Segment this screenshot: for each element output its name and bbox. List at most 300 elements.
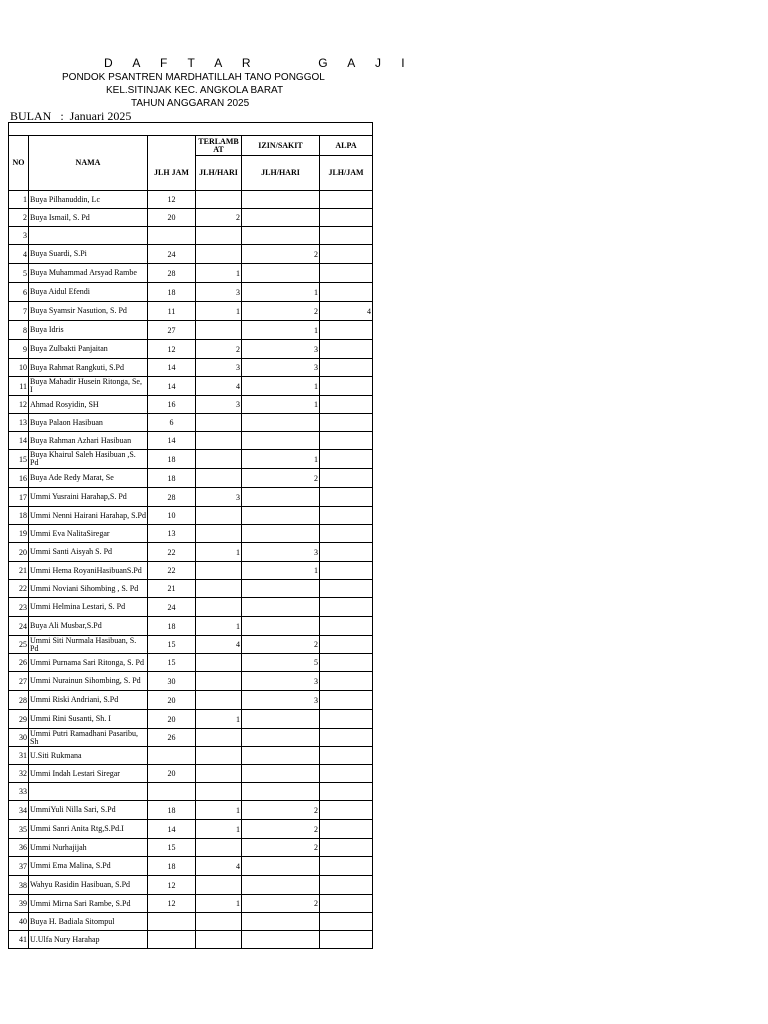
row-terlambat [196, 245, 242, 264]
table-row [9, 913, 373, 931]
table-row [9, 562, 373, 580]
row-number: 20 [9, 543, 29, 562]
row-number: 26 [9, 654, 29, 672]
row-izin [242, 783, 320, 801]
row-izin [242, 580, 320, 598]
row-izin: 3 [242, 543, 320, 562]
col-header-nama: NAMA [29, 136, 148, 191]
row-alpa [320, 525, 373, 543]
row-number: 19 [9, 525, 29, 543]
row-izin: 3 [242, 359, 320, 377]
row-alpa [320, 396, 373, 414]
row-alpa [320, 857, 373, 876]
row-jlh-jam: 20 [148, 765, 196, 783]
table-row [9, 264, 373, 283]
row-alpa [320, 672, 373, 691]
row-terlambat [196, 432, 242, 450]
row-terlambat [196, 931, 242, 949]
row-name: Ummi Putri Ramadhani Pasaribu, Sh [29, 729, 148, 747]
row-number: 6 [9, 283, 29, 302]
row-terlambat: 1 [196, 617, 242, 636]
fiscal-year: TAHUN ANGGARAN 2025 [131, 98, 250, 109]
row-terlambat [196, 765, 242, 783]
row-alpa [320, 432, 373, 450]
row-number: 34 [9, 801, 29, 820]
table-row [9, 396, 373, 414]
row-izin: 1 [242, 396, 320, 414]
table-row [9, 227, 373, 245]
row-jlh-jam: 24 [148, 598, 196, 617]
row-izin: 1 [242, 377, 320, 396]
row-name: Buya Palaon Hasibuan [29, 414, 148, 432]
row-terlambat [196, 525, 242, 543]
row-jlh-jam: 15 [148, 636, 196, 654]
row-jlh-jam: 27 [148, 321, 196, 340]
row-alpa [320, 783, 373, 801]
row-terlambat [196, 654, 242, 672]
row-alpa: 4 [320, 302, 373, 321]
row-izin [242, 913, 320, 931]
table-row [9, 191, 373, 209]
row-name: Ummi Nurainun Sihombing, S. Pd [29, 672, 148, 691]
table-row [9, 636, 373, 654]
row-name: Buya Suardi, S.Pi [29, 245, 148, 264]
row-alpa [320, 820, 373, 839]
row-terlambat: 2 [196, 340, 242, 359]
row-izin: 2 [242, 636, 320, 654]
row-jlh-jam: 26 [148, 729, 196, 747]
row-terlambat: 4 [196, 857, 242, 876]
row-alpa [320, 543, 373, 562]
row-name: Buya Ade Redy Marat, Se [29, 469, 148, 488]
row-name: Buya Muhammad Arsyad Rambe [29, 264, 148, 283]
row-terlambat [196, 469, 242, 488]
row-izin [242, 876, 320, 895]
table-row [9, 525, 373, 543]
table-row [9, 580, 373, 598]
row-name: Buya Rahman Azhari Hasibuan [29, 432, 148, 450]
row-izin: 2 [242, 820, 320, 839]
row-name: Ummi Noviani Sihombing , S. Pd [29, 580, 148, 598]
row-alpa [320, 729, 373, 747]
row-alpa [320, 617, 373, 636]
row-jlh-jam: 12 [148, 340, 196, 359]
row-number: 40 [9, 913, 29, 931]
table-row [9, 691, 373, 710]
row-number: 39 [9, 895, 29, 913]
row-izin: 1 [242, 450, 320, 469]
row-terlambat: 1 [196, 264, 242, 283]
row-alpa [320, 245, 373, 264]
row-terlambat: 3 [196, 396, 242, 414]
row-izin [242, 191, 320, 209]
row-number: 22 [9, 580, 29, 598]
row-alpa [320, 691, 373, 710]
table-row [9, 876, 373, 895]
row-jlh-jam: 20 [148, 710, 196, 729]
row-alpa [320, 747, 373, 765]
row-jlh-jam: 18 [148, 283, 196, 302]
table-row [9, 820, 373, 839]
row-alpa [320, 321, 373, 340]
row-izin [242, 931, 320, 949]
row-izin [242, 617, 320, 636]
row-name: U.Ulfa Nury Harahap [29, 931, 148, 949]
row-name: Ummi Yusraini Harahap,S. Pd [29, 488, 148, 507]
row-jlh-jam: 28 [148, 488, 196, 507]
row-izin [242, 488, 320, 507]
row-name: Ummi Sanri Anita Rtg,S.Pd.I [29, 820, 148, 839]
row-izin [242, 525, 320, 543]
row-number: 30 [9, 729, 29, 747]
table-row [9, 765, 373, 783]
row-terlambat [196, 876, 242, 895]
row-alpa [320, 209, 373, 227]
row-name: Buya Khairul Saleh Hasibuan ,S. Pd [29, 450, 148, 469]
row-alpa [320, 359, 373, 377]
row-number: 4 [9, 245, 29, 264]
salary-table [8, 122, 373, 949]
row-number: 5 [9, 264, 29, 283]
row-izin [242, 598, 320, 617]
row-alpa [320, 636, 373, 654]
row-izin [242, 432, 320, 450]
col-header-terlambat: TERLAMB AT [196, 136, 242, 156]
row-izin: 3 [242, 691, 320, 710]
row-jlh-jam: 11 [148, 302, 196, 321]
header-spacer [148, 123, 196, 136]
row-name: Buya Ismail, S. Pd [29, 209, 148, 227]
row-terlambat: 4 [196, 636, 242, 654]
header-spacer [320, 123, 373, 136]
row-terlambat [196, 913, 242, 931]
row-izin [242, 414, 320, 432]
row-jlh-jam: 14 [148, 432, 196, 450]
row-number: 7 [9, 302, 29, 321]
row-jlh-jam: 14 [148, 820, 196, 839]
row-name: Ummi Eva NalitaSiregar [29, 525, 148, 543]
table-row [9, 729, 373, 747]
row-izin [242, 765, 320, 783]
row-number: 8 [9, 321, 29, 340]
row-izin: 2 [242, 302, 320, 321]
row-jlh-jam: 14 [148, 377, 196, 396]
row-izin: 5 [242, 654, 320, 672]
row-name: Buya Zulbakti Panjaitan [29, 340, 148, 359]
row-alpa [320, 580, 373, 598]
row-name: Ummi Purnama Sari Ritonga, S. Pd [29, 654, 148, 672]
row-izin: 2 [242, 469, 320, 488]
row-izin: 2 [242, 895, 320, 913]
row-izin: 1 [242, 321, 320, 340]
row-izin: 2 [242, 839, 320, 857]
table-row [9, 209, 373, 227]
header-spacer [242, 123, 320, 136]
row-izin: 2 [242, 801, 320, 820]
row-jlh-jam: 12 [148, 876, 196, 895]
row-izin: 1 [242, 562, 320, 580]
institution-name: PONDOK PSANTREN MARDHATILLAH TANO PONGGOL [62, 72, 325, 83]
row-number: 13 [9, 414, 29, 432]
table-row [9, 359, 373, 377]
row-number: 16 [9, 469, 29, 488]
row-number: 15 [9, 450, 29, 469]
row-jlh-jam: 6 [148, 414, 196, 432]
col-header-jlh-jam: JLH JAM [148, 156, 196, 191]
row-alpa [320, 654, 373, 672]
row-name: Ummi Siti Nurmala Hasibuan, S. Pd [29, 636, 148, 654]
row-jlh-jam: 16 [148, 396, 196, 414]
row-terlambat: 1 [196, 710, 242, 729]
col-header-jam-top [148, 136, 196, 156]
table-body [9, 191, 373, 949]
row-izin: 1 [242, 283, 320, 302]
row-number: 12 [9, 396, 29, 414]
row-number: 25 [9, 636, 29, 654]
row-jlh-jam: 13 [148, 525, 196, 543]
row-alpa [320, 488, 373, 507]
row-jlh-jam: 20 [148, 691, 196, 710]
row-terlambat [196, 783, 242, 801]
row-number: 23 [9, 598, 29, 617]
row-alpa [320, 598, 373, 617]
row-terlambat: 1 [196, 543, 242, 562]
table-row [9, 245, 373, 264]
row-name: Ummi Hema RoyaniHasibuanS.Pd [29, 562, 148, 580]
table-row [9, 321, 373, 340]
row-izin [242, 729, 320, 747]
row-jlh-jam: 24 [148, 245, 196, 264]
row-number: 31 [9, 747, 29, 765]
row-jlh-jam: 12 [148, 895, 196, 913]
row-terlambat: 1 [196, 302, 242, 321]
row-jlh-jam: 30 [148, 672, 196, 691]
row-alpa [320, 895, 373, 913]
row-izin [242, 747, 320, 765]
row-terlambat [196, 729, 242, 747]
row-jlh-jam: 12 [148, 191, 196, 209]
row-number: 38 [9, 876, 29, 895]
row-terlambat [196, 691, 242, 710]
col-header-jlh-hari-izin: JLH/HARI [242, 156, 320, 191]
table-row [9, 783, 373, 801]
row-izin: 2 [242, 245, 320, 264]
row-alpa [320, 801, 373, 820]
row-terlambat [196, 598, 242, 617]
row-name: Ahmad Rosyidin, SH [29, 396, 148, 414]
row-number: 17 [9, 488, 29, 507]
table-row [9, 340, 373, 359]
table-row [9, 543, 373, 562]
row-name: Ummi Nenni Hairani Harahap, S.Pd [29, 507, 148, 525]
table-row [9, 931, 373, 949]
row-izin [242, 710, 320, 729]
header-spacer [29, 123, 148, 136]
row-terlambat [196, 747, 242, 765]
row-name [29, 227, 148, 245]
row-number: 24 [9, 617, 29, 636]
header-spacer [196, 123, 242, 136]
table-row [9, 432, 373, 450]
row-jlh-jam: 21 [148, 580, 196, 598]
row-alpa [320, 562, 373, 580]
row-name: Buya Rahmat Rangkuti, S.Pd [29, 359, 148, 377]
row-number: 11 [9, 377, 29, 396]
row-jlh-jam [148, 931, 196, 949]
row-name: Buya Syamsir Nasution, S. Pd [29, 302, 148, 321]
row-terlambat [196, 227, 242, 245]
row-name: Ummi Riski Andriani, S.Pd [29, 691, 148, 710]
table-row [9, 839, 373, 857]
table-row [9, 450, 373, 469]
table-row [9, 654, 373, 672]
month-label: BULAN : Januari 2025 [10, 109, 132, 123]
row-alpa [320, 507, 373, 525]
table-row [9, 672, 373, 691]
col-header-izin: IZIN/SAKIT [242, 136, 320, 156]
row-terlambat [196, 672, 242, 691]
row-number: 10 [9, 359, 29, 377]
row-izin: 3 [242, 672, 320, 691]
document-title: D A F T A R G A J I [104, 56, 414, 70]
row-name: Ummi Santi Aisyah S. Pd [29, 543, 148, 562]
row-number: 36 [9, 839, 29, 857]
row-terlambat: 3 [196, 359, 242, 377]
row-name: Buya Pilhanuddin, Lc [29, 191, 148, 209]
row-alpa [320, 450, 373, 469]
row-name [29, 783, 148, 801]
col-header-jlh-jam-alpa: JLH/JAM [320, 156, 373, 191]
row-alpa [320, 264, 373, 283]
row-jlh-jam [148, 747, 196, 765]
row-jlh-jam: 18 [148, 801, 196, 820]
row-terlambat [196, 414, 242, 432]
row-terlambat [196, 321, 242, 340]
row-alpa [320, 377, 373, 396]
row-jlh-jam: 10 [148, 507, 196, 525]
row-jlh-jam: 22 [148, 562, 196, 580]
row-izin: 3 [242, 340, 320, 359]
row-alpa [320, 913, 373, 931]
row-terlambat [196, 507, 242, 525]
row-alpa [320, 414, 373, 432]
institution-address: KEL.SITINJAK KEC. ANGKOLA BARAT [106, 85, 284, 96]
row-terlambat [196, 580, 242, 598]
row-alpa [320, 839, 373, 857]
row-alpa [320, 931, 373, 949]
row-jlh-jam [148, 227, 196, 245]
row-number: 33 [9, 783, 29, 801]
row-jlh-jam [148, 913, 196, 931]
row-number: 1 [9, 191, 29, 209]
row-number: 35 [9, 820, 29, 839]
table-row [9, 377, 373, 396]
row-alpa [320, 227, 373, 245]
row-jlh-jam: 18 [148, 857, 196, 876]
row-jlh-jam: 20 [148, 209, 196, 227]
table-row [9, 507, 373, 525]
row-number: 9 [9, 340, 29, 359]
row-alpa [320, 710, 373, 729]
row-izin [242, 857, 320, 876]
row-terlambat [196, 839, 242, 857]
row-number: 37 [9, 857, 29, 876]
row-terlambat [196, 191, 242, 209]
table-row [9, 857, 373, 876]
row-name: Ummi Nurhajijah [29, 839, 148, 857]
row-jlh-jam [148, 783, 196, 801]
row-number: 21 [9, 562, 29, 580]
row-name: Buya Idris [29, 321, 148, 340]
row-number: 2 [9, 209, 29, 227]
row-izin [242, 227, 320, 245]
table-row [9, 469, 373, 488]
row-jlh-jam: 28 [148, 264, 196, 283]
row-izin [242, 507, 320, 525]
table-row [9, 747, 373, 765]
row-terlambat: 1 [196, 895, 242, 913]
row-number: 18 [9, 507, 29, 525]
row-name: UmmiYuli Nilla Sari, S.Pd [29, 801, 148, 820]
row-name: Buya H. Badiala Sitompul [29, 913, 148, 931]
table-row [9, 801, 373, 820]
row-terlambat: 3 [196, 283, 242, 302]
row-number: 28 [9, 691, 29, 710]
row-jlh-jam: 18 [148, 469, 196, 488]
row-name: Ummi Helmina Lestari, S. Pd [29, 598, 148, 617]
row-number: 3 [9, 227, 29, 245]
row-number: 32 [9, 765, 29, 783]
row-jlh-jam: 22 [148, 543, 196, 562]
table-row [9, 710, 373, 729]
row-jlh-jam: 15 [148, 654, 196, 672]
row-izin [242, 209, 320, 227]
col-header-jlh-hari-terlambat: JLH/HARI [196, 156, 242, 191]
row-name: Buya Ali Musbar,S.Pd [29, 617, 148, 636]
row-name: Ummi Ema Malina, S.Pd [29, 857, 148, 876]
row-alpa [320, 469, 373, 488]
table-row [9, 617, 373, 636]
row-terlambat: 2 [196, 209, 242, 227]
row-name: U.Siti Rukmana [29, 747, 148, 765]
row-name: Buya Mahadir Husein Ritonga, Se, I [29, 377, 148, 396]
header-spacer [9, 123, 29, 136]
row-izin [242, 264, 320, 283]
row-name: Ummi Indah Lestari Siregar [29, 765, 148, 783]
row-number: 29 [9, 710, 29, 729]
row-number: 41 [9, 931, 29, 949]
row-alpa [320, 283, 373, 302]
col-header-no: NO [9, 136, 29, 191]
row-number: 27 [9, 672, 29, 691]
row-jlh-jam: 14 [148, 359, 196, 377]
table-row [9, 283, 373, 302]
row-number: 14 [9, 432, 29, 450]
table-row [9, 895, 373, 913]
row-terlambat: 1 [196, 801, 242, 820]
row-name: Ummi Mirna Sari Rambe, S.Pd [29, 895, 148, 913]
row-jlh-jam: 18 [148, 617, 196, 636]
row-alpa [320, 876, 373, 895]
row-alpa [320, 340, 373, 359]
row-alpa [320, 765, 373, 783]
row-name: Buya Aidul Efendi [29, 283, 148, 302]
row-name: Ummi Rini Susanti, Sh. I [29, 710, 148, 729]
row-jlh-jam: 15 [148, 839, 196, 857]
table-row [9, 488, 373, 507]
row-name: Wahyu Rasidin Hasibuan, S.Pd [29, 876, 148, 895]
row-terlambat [196, 562, 242, 580]
